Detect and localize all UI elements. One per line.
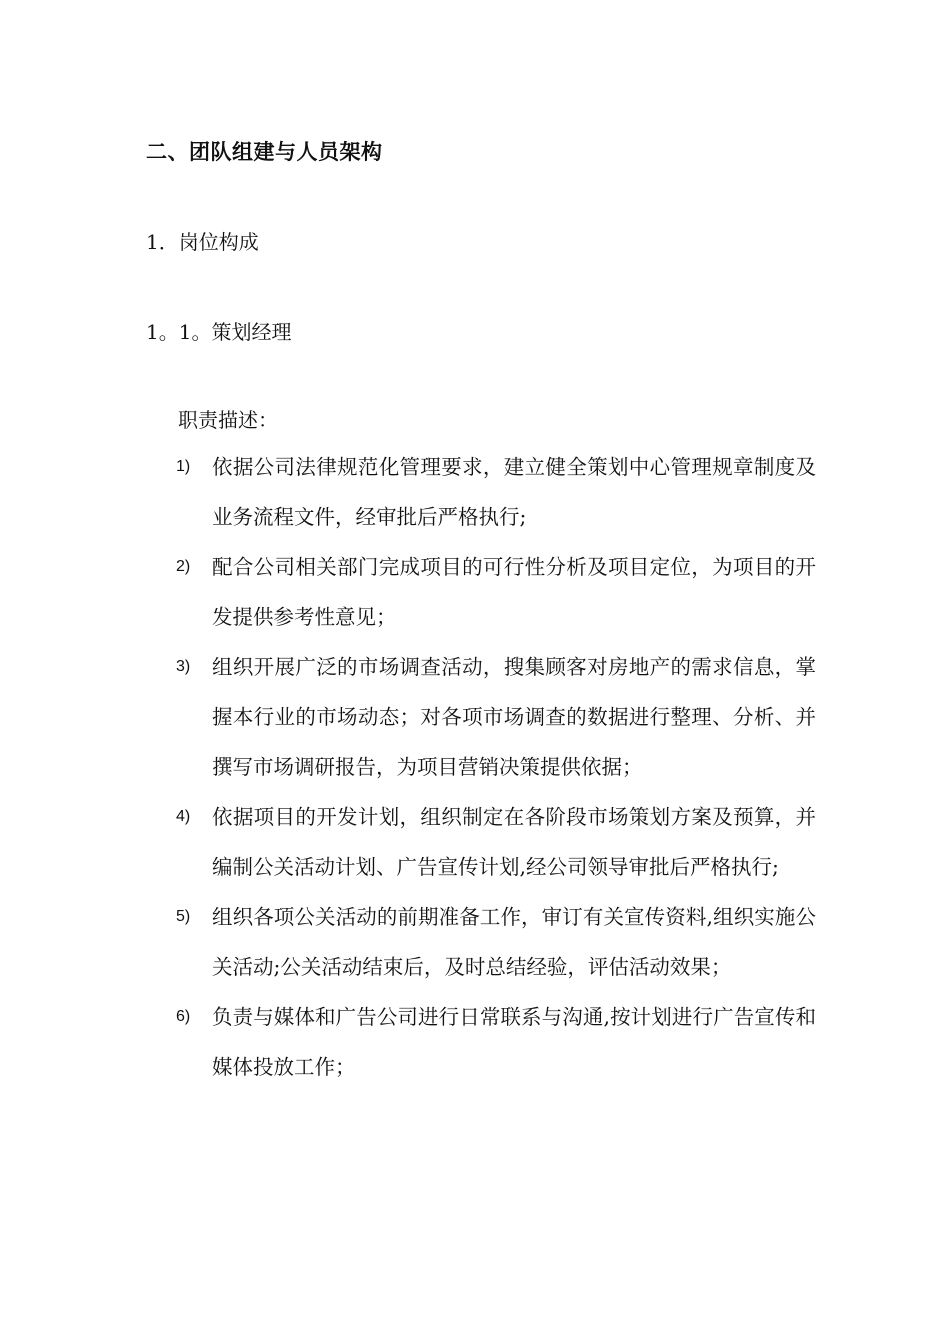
duty-list [176,442,816,1092]
duty-item-4 [176,792,816,892]
duty-number: 5) [176,908,191,925]
duty-text: 组织各项公关活动的前期准备工作，审订有关宣传资料,组织实施公关活动;公关活动结束后，及时总结经验，评估活动效果； [212,905,816,979]
duty-number: 6) [176,1008,191,1025]
duty-text: 组织开展广泛的市场调查活动，搜集顾客对房地产的需求信息，掌握本行业的市场动态；对各项市场调查的数据进行整理、分析、并撰写市场调研报告，为项目营销决策提供依据； [212,655,816,779]
duty-text: 依据公司法律规范化管理要求，建立健全策划中心管理规章制度及业务流程文件，经审批后严格执行; [212,455,816,529]
duty-number: 4) [176,808,191,825]
duty-number: 3) [176,658,191,675]
duty-item-3 [176,642,816,792]
duty-item-5 [176,892,816,992]
section-title: 二、团队组建与人员架构 [146,139,383,164]
subsection-heading: 1．岗位构成 [146,230,259,254]
duties-label: 职责描述： [178,408,278,432]
duty-text: 依据项目的开发计划，组织制定在各阶段市场策划方案及预算，并编制公关活动计划、广告宣传计划,经公司领导审批后严格执行; [212,805,816,879]
duty-item-6 [176,992,816,1092]
duty-item-2 [176,542,816,642]
position-heading: 1。1。策划经理 [146,320,292,344]
duty-number: 1) [176,458,191,475]
duty-text: 配合公司相关部门完成项目的可行性分析及项目定位，为项目的开发提供参考性意见； [212,555,816,629]
duty-text: 负责与媒体和广告公司进行日常联系与沟通,按计划进行广告宣传和媒体投放工作； [212,1005,816,1079]
duty-number: 2) [176,558,191,575]
duty-item-1 [176,442,816,542]
